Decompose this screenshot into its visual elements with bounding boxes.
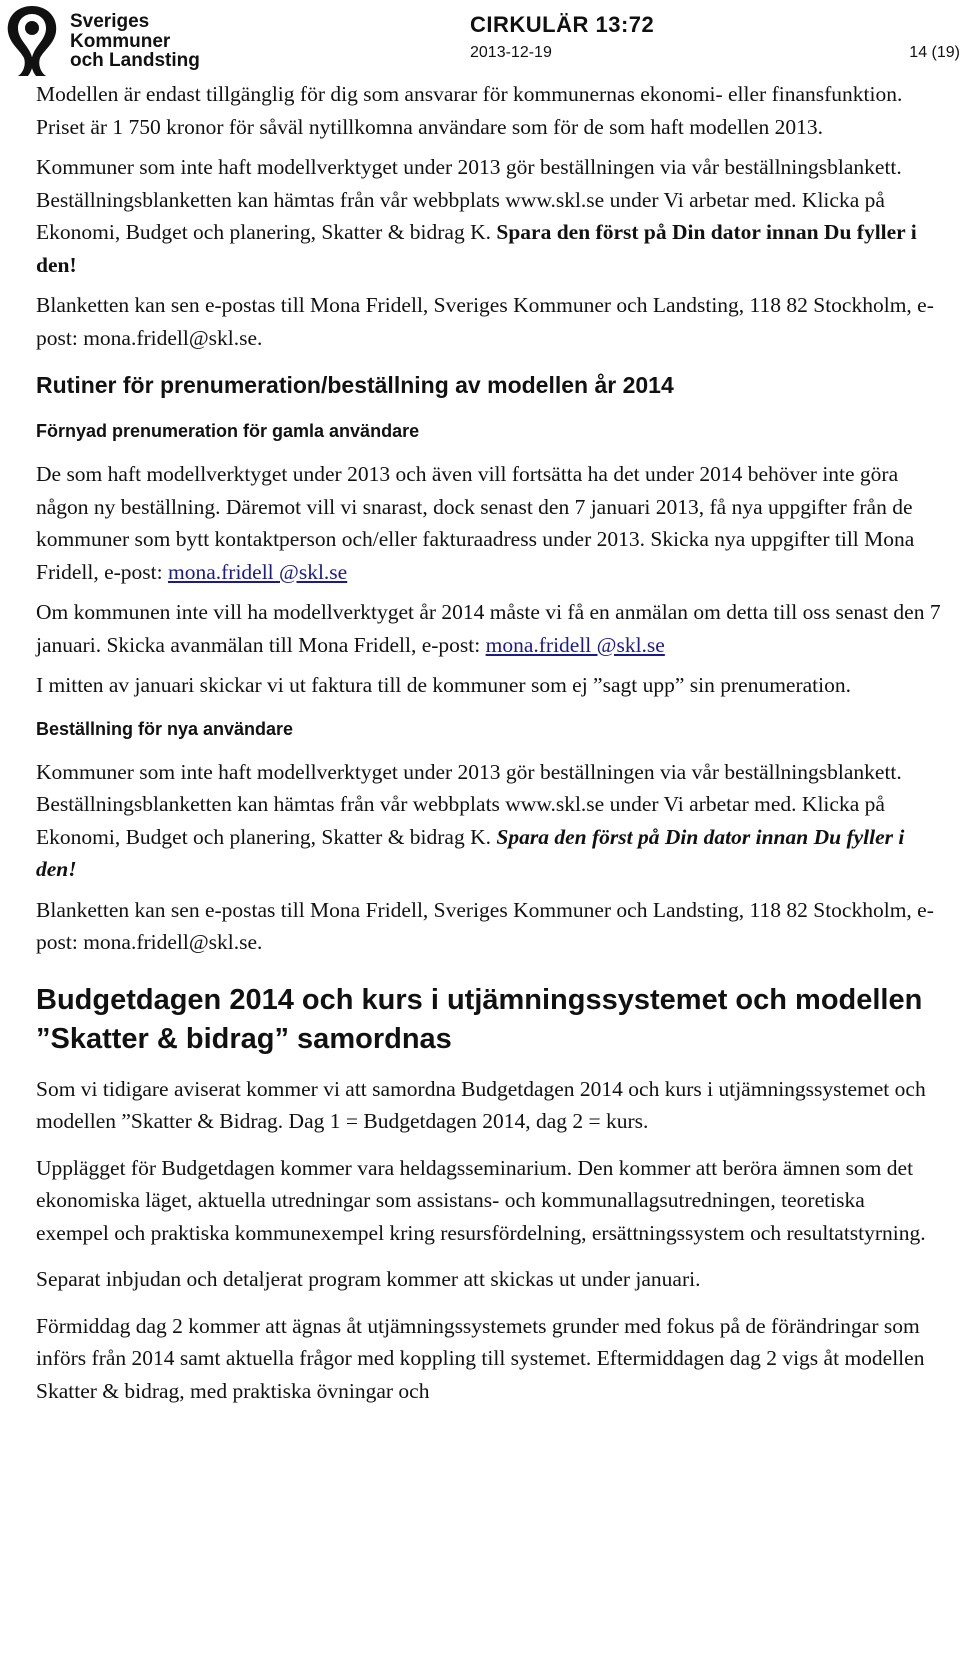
paragraph-day-two: Förmiddag dag 2 kommer att ägnas åt utjämningssystemets grunder med fokus på de förändringar som införs från 2014 samt aktuella frågor med koppling till systemet. Eftermiddagen dag 2 vigs åt modellen Skatter & bidrag, med praktiska övningar och [36,1313,925,1403]
paragraph-renewal [36,458,942,588]
paragraph-order-form-text: Kommuner som inte haft modellverktyget under 2013 gör beställningen via vår beställningsblankett. Beställningsblanketten kan hämtas från vår webbplats www.skl.se under Vi arbetar med. Klicka på Ekonomi, Budget och planering, Skatter & bidrag K. [36,155,902,244]
subheading-new-users: Beställning för nya användare [36,718,294,739]
skl-emblem-icon [2,2,62,80]
org-name [70,12,200,71]
document-date: 2013-12-19 [470,44,552,61]
org-name-line2: Kommuner [70,30,171,52]
page-header [0,0,960,90]
section-heading-routines: Rutiner för prenumeration/beställning av modellen år 2014 [36,372,674,398]
paragraph-pricing: Modellen är endast tillgänglig för dig som ansvarar för kommunernas ekonomi- eller finansfunktion. Priset är 1 750 kronor för såväl nytillkomna användare som för de som haft modellen 2013. [36,82,903,139]
paragraph-cancellation [36,596,942,661]
paragraph-new-order-text: Kommuner som inte haft modellverktyget under 2013 gör beställningen via vår beställningsblankett. Beställningsblanketten kan hämtas från vår webbplats www.skl.se under Vi arbetar med. Klicka på Ekonomi, Budget och planering, Skatter & bidrag K. [36,759,902,849]
paragraph-coordination: Som vi tidigare aviserat kommer vi att samordna Budgetdagen 2014 och kurs i utjämningssystemet och modellen ”Skatter & Bidrag. Dag 1 = Budgetdagen 2014, dag 2 = kurs. [36,1076,926,1133]
paragraph-email-info-2: Blanketten kan sen e-postas till Mona Fridell, Sveriges Kommuner och Landsting, 118 82 Stockholm, e-post: mona.fridell@skl.se. [36,897,934,954]
save-first-notice: Spara den först på Din dator innan Du fyller i den! [36,220,917,277]
paragraph-invitation: Separat inbjudan och detaljerat program kommer att skickas ut under januari. [36,1267,701,1291]
paragraph-invoice: I mitten av januari skickar vi ut faktura till de kommuner som ej ”sagt upp” sin prenumeration. [36,673,851,697]
document-type: CIRKULÄR 13:72 [470,12,655,37]
save-first-notice-italic: Spara den först på Din dator innan Du fyller i den! [36,824,905,881]
page-number: 14 (19) [909,44,960,61]
paragraph-cancellation-text: Om kommunen inte vill ha modellverktyget år 2014 måste vi få en anmälan om detta till oss senast den 7 januari. Skicka avanmälan till Mona Fridell, e-post: [36,600,941,657]
org-name-line3: och Landsting [70,50,200,71]
document-body [36,78,942,1421]
paragraph-seminar: Upplägget för Budgetdagen kommer vara heldagsseminarium. Den kommer att beröra ämnen som det ekonomiska läget, aktuella utredningar som assistans- och kommunallagsutredningen, teoretiska exempel och praktiska kommunexempel kring resursfördelning, ersättningssystem och resultatstyrning. [36,1155,926,1245]
paragraph-order-form [36,151,942,281]
section-heading-budget-day: Budgetdagen 2014 och kurs i utjämningssystemet och modellen ”Skatter & bidrag” samordnas [36,983,923,1055]
email-link-renewal[interactable]: mona.fridell @skl.se [167,559,348,584]
skl-logo [2,2,200,80]
paragraph-new-order [36,756,942,886]
paragraph-email-info: Blanketten kan sen e-postas till Mona Fridell, Sveriges Kommuner och Landsting, 118 82 Stockholm, e-post: mona.fridell@skl.se. [36,293,934,350]
email-link-cancellation[interactable]: mona.fridell @skl.se [485,632,665,657]
subheading-renewal: Förnyad prenumeration för gamla användare [36,421,420,441]
org-name-line1: Sveriges [70,11,150,32]
paragraph-renewal-text: De som haft modellverktyget under 2013 och även vill fortsätta ha det under 2014 behöver inte göra någon ny beställning. Däremot vill vi snarast, dock senast den 7 januari 2013, få nya uppgifter från de kommuner som bytt kontaktperson och/eller fakturaadress under 2013. Skicka nya uppgifter till Mona Fridell, e-post: [36,462,915,584]
